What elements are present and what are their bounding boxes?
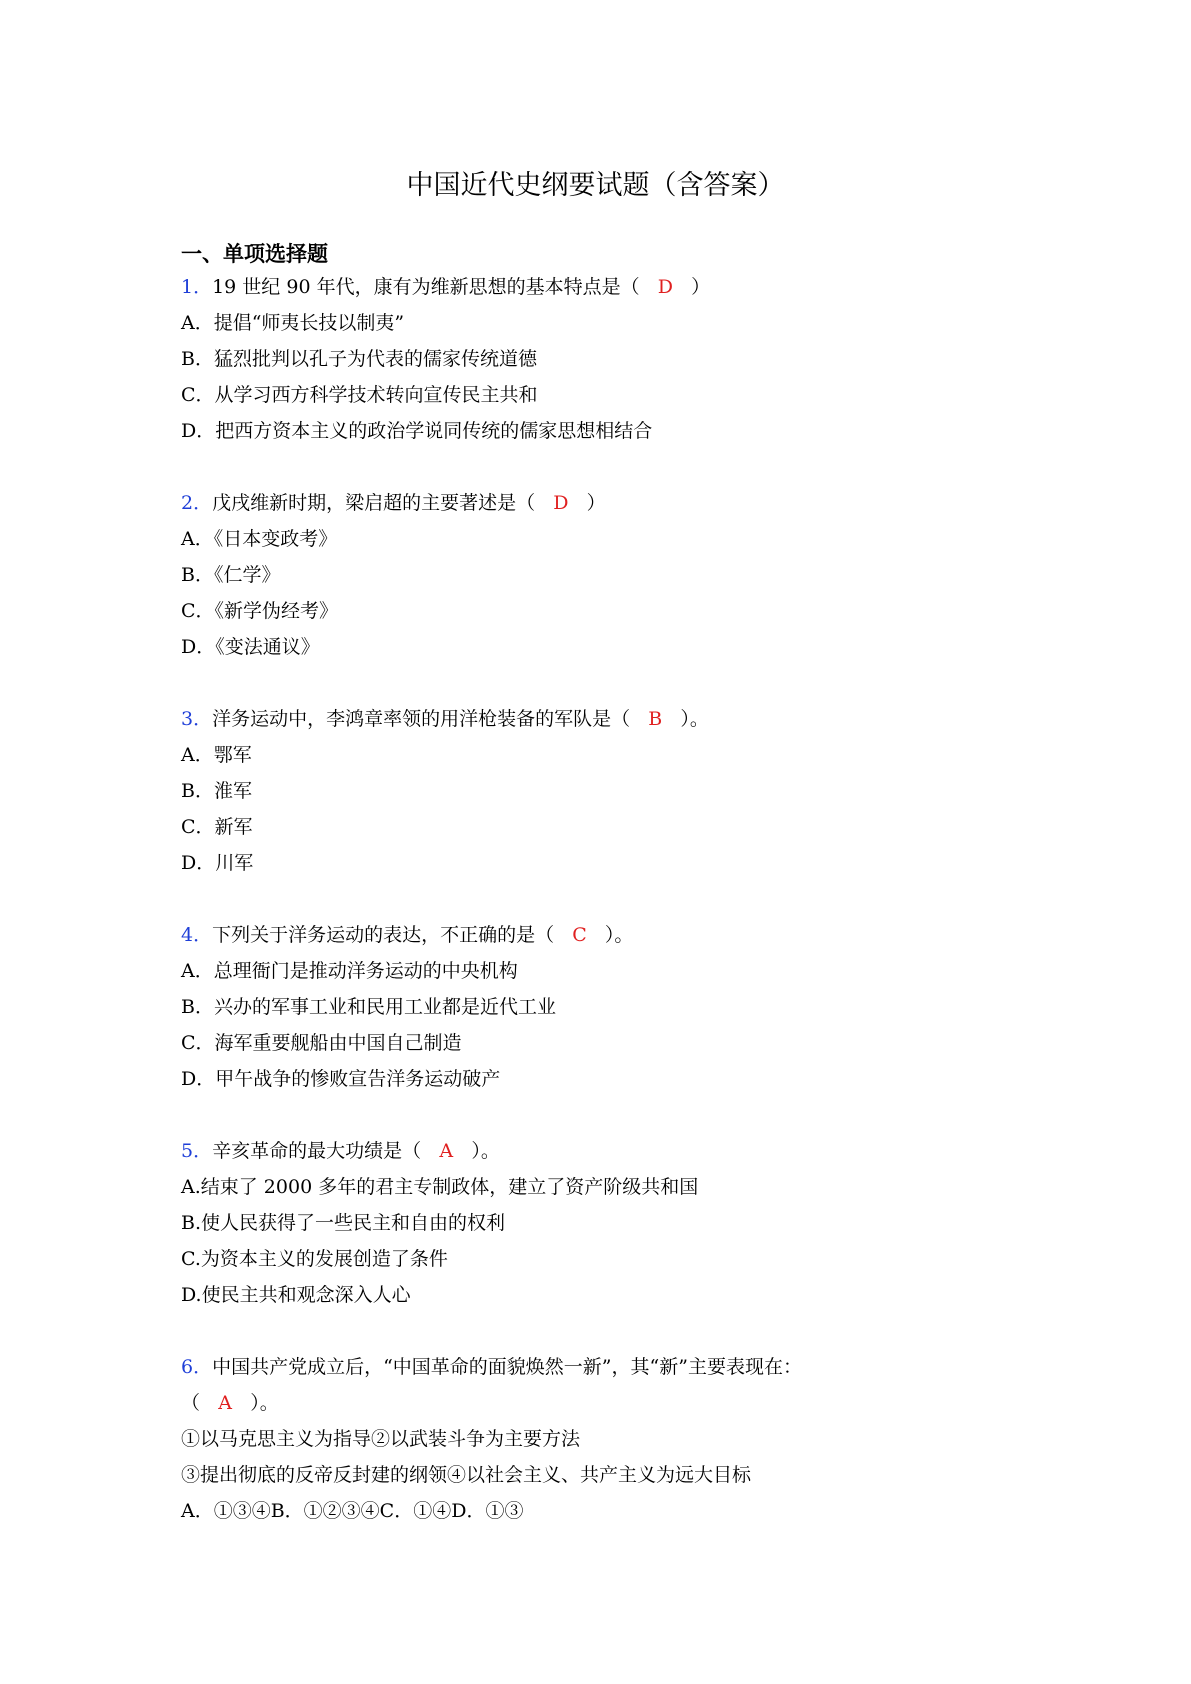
- answer-mark: D: [553, 492, 569, 514]
- option-d: D．川军: [181, 852, 254, 874]
- question-number: 1．: [181, 276, 213, 298]
- option-a: A．提倡“师夷长技以制夷”: [181, 312, 405, 334]
- option-b: B．兴办的军事工业和民用工业都是近代工业: [181, 996, 556, 1018]
- question-stem: [181, 488, 606, 518]
- question-stem: [181, 1136, 500, 1166]
- option-b: B．《仁学》: [181, 564, 281, 586]
- option-d: D．把西方资本主义的政治学说同传统的儒家思想相结合: [181, 420, 653, 442]
- question-stem: [181, 272, 710, 302]
- answer-mark: D: [657, 276, 673, 298]
- option-d: D．甲午战争的惨败宣告洋务运动破产: [181, 1068, 501, 1090]
- question-text: 下列关于洋务运动的表达，不正确的是（: [212, 924, 555, 946]
- answer-mark: A: [218, 1392, 232, 1414]
- option-d: D．《变法通议》: [181, 636, 320, 658]
- option-d: D.使民主共和观念深入人心: [181, 1284, 411, 1306]
- question-text: 戊戌维新时期，梁启超的主要著述是（: [212, 492, 536, 514]
- option-c: C．从学习西方科学技术转向宣传民主共和: [181, 384, 538, 406]
- option-c: C．《新学伪经考》: [181, 600, 339, 622]
- question-number: 2．: [181, 492, 213, 514]
- option-a: A．《日本变政考》: [181, 528, 338, 550]
- option-c: C．海军重要舰船由中国自己制造: [181, 1032, 462, 1054]
- document-title: 中国近代史纲要试题（含答案）: [406, 170, 785, 201]
- question-text-end: ）。: [680, 708, 709, 730]
- question-text-end: ）。: [250, 1392, 279, 1414]
- question-stem: [181, 920, 633, 950]
- question-stem: [181, 704, 709, 734]
- option-a: A．总理衙门是推动洋务运动的中央机构: [181, 960, 518, 982]
- option-b: B．淮军: [181, 780, 252, 802]
- option-b: B.使人民获得了一些民主和自由的权利: [181, 1212, 506, 1234]
- question-text: 19 世纪 90 年代，康有为维新思想的基本特点是（: [212, 276, 640, 298]
- question-text: 洋务运动中，李鸿章率领的用洋枪装备的军队是（: [212, 708, 631, 730]
- statement-line: ①以马克思主义为指导②以武装斗争为主要方法: [181, 1428, 581, 1450]
- option-c: C.为资本主义的发展创造了条件: [181, 1248, 448, 1270]
- question-stem-continued: [181, 1388, 279, 1418]
- question-number: 6．: [181, 1356, 213, 1378]
- question-number: 5．: [181, 1140, 213, 1162]
- option-a: A．鄂军: [181, 744, 252, 766]
- option-c: C．新军: [181, 816, 253, 838]
- option-b: B．猛烈批判以孔子为代表的儒家传统道德: [181, 348, 537, 370]
- question-text: （: [181, 1392, 201, 1414]
- question-text-end: ）。: [604, 924, 634, 946]
- answer-mark: C: [572, 924, 587, 946]
- answer-mark: A: [439, 1140, 454, 1162]
- option-a: A.结束了 2000 多年的君主专制政体，建立了资产阶级共和国: [181, 1176, 699, 1198]
- question-text-end: ）: [586, 492, 606, 514]
- statement-line: ③提出彻底的反帝反封建的纲领④以社会主义、共产主义为远大目标: [181, 1464, 752, 1486]
- question-text: 辛亥革命的最大功绩是（: [212, 1140, 422, 1162]
- question-text: 中国共产党成立后，“中国革命的面貌焕然一新”，其“新”主要表现在：: [212, 1356, 802, 1378]
- question-number: 3．: [181, 708, 213, 730]
- question-text-end: ）: [691, 276, 711, 298]
- section-heading: 一、单项选择题: [181, 242, 328, 266]
- question-text-end: ）。: [471, 1140, 500, 1162]
- options-line: A．①③④B．①②③④C．①④D．①③: [181, 1500, 524, 1522]
- answer-mark: B: [648, 708, 663, 730]
- question-stem: [181, 1352, 802, 1382]
- question-number: 4．: [181, 924, 213, 946]
